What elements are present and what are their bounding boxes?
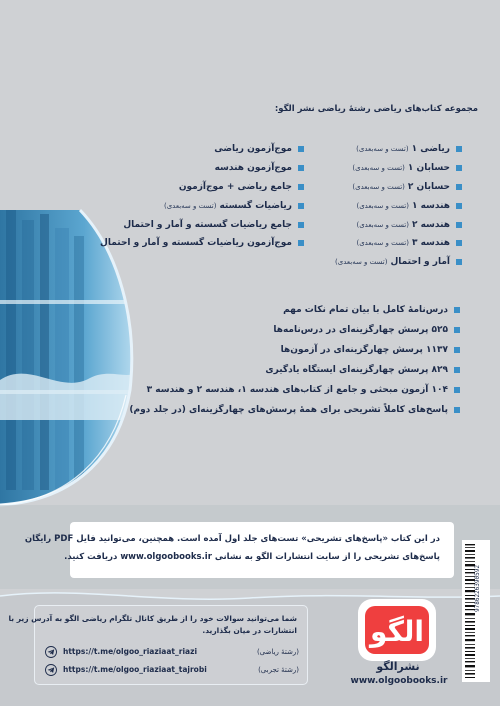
list-item: حسابان ۱ (تست و سه‌بعدی)	[312, 159, 462, 178]
bullet-square-icon	[454, 327, 460, 333]
telegram-plane-icon	[45, 664, 57, 676]
bullet-square-icon	[456, 259, 462, 265]
list-item: هندسه ۱ (تست و سه‌بعدی)	[312, 196, 462, 215]
list-item: جامع ریاضیات گسسته و آمار و احتمال	[104, 215, 304, 234]
intro-heading: مجموعه کتاب‌های ریاضی رشتهٔ ریاضی نشر الگو:	[274, 104, 478, 114]
list-item: ۱۰۴ آزمون مبحثی و جامع از کتاب‌های هندسه ۱، هندسه ۲ و هندسه ۳	[140, 380, 460, 400]
note-line-2: پاسخ‌های تشریحی را از سایت انتشارات الگو به نشانی www.olgoobooks.ir دریافت کنید.	[64, 552, 440, 562]
telegram-link-row[interactable]	[45, 662, 299, 677]
bullet-square-icon	[298, 165, 304, 171]
book-list-left	[100, 140, 304, 253]
telegram-line-2: انتشارات در میان بگذارید.	[202, 626, 297, 635]
bullet-square-icon	[454, 407, 460, 413]
telegram-label-riazi: (رشتهٔ ریاضی)	[256, 647, 299, 656]
bullet-square-icon	[456, 203, 462, 209]
list-item: آمار و احتمال (تست و سه‌بعدی)	[312, 253, 462, 272]
bullet-square-icon	[456, 165, 462, 171]
bullet-square-icon	[456, 146, 462, 152]
list-item: جامع ریاضی + موج‌آزمون	[104, 178, 304, 197]
bullet-square-icon	[298, 203, 304, 209]
bullet-square-icon	[454, 307, 460, 313]
barcode-number: 9786226390592	[474, 565, 481, 612]
bullet-square-icon	[454, 367, 460, 373]
list-item: هندسه ۳ (تست و سه‌بعدی)	[312, 234, 462, 253]
list-item: ۵۲۵ پرسش چهارگزینه‌ای در درس‌نامه‌ها	[140, 320, 460, 340]
telegram-line-1: شما می‌توانید سوالات خود را از طریق کانال تلگرام ریاضی الگو به آدرس زیر با	[8, 614, 297, 623]
list-item: موج‌آزمون ریاضی	[104, 140, 304, 159]
bullet-square-icon	[454, 347, 460, 353]
list-item: ریاضیات گسسته (تست و سه‌بعدی)	[104, 196, 304, 215]
list-item: هندسه ۲ (تست و سه‌بعدی)	[312, 215, 462, 234]
telegram-label-tajrobi: (رشتهٔ تجربی)	[258, 665, 299, 674]
bullet-square-icon	[298, 222, 304, 228]
list-item: پاسخ‌های کاملاً تشریحی برای همهٔ پرسش‌های چهارگزینه‌ای (در جلد دوم)	[140, 400, 460, 420]
brand-website: www.olgoobooks.ir	[350, 676, 448, 686]
bullet-square-icon	[454, 387, 460, 393]
book-list-right	[312, 140, 462, 272]
bullet-square-icon	[456, 222, 462, 228]
list-item: حسابان ۲ (تست و سه‌بعدی)	[312, 178, 462, 197]
brand-name: نشرالگو	[376, 660, 420, 673]
bullet-square-icon	[456, 184, 462, 190]
list-item: موج‌آزمون ریاضیات گسسته و آمار و احتمال	[104, 234, 304, 253]
logo-text: الگو	[370, 615, 424, 648]
telegram-link-tajrobi[interactable]: https://t.me/olgoo_riaziaat_tajrobi	[63, 665, 207, 674]
bullet-square-icon	[298, 146, 304, 152]
bullet-square-icon	[298, 184, 304, 190]
bullet-square-icon	[298, 240, 304, 246]
bullet-square-icon	[456, 240, 462, 246]
telegram-box	[8, 605, 308, 685]
telegram-link-row[interactable]	[45, 644, 299, 659]
list-item: ریاضی ۱ (تست و سه‌بعدی)	[312, 140, 462, 159]
feature-list	[129, 300, 460, 420]
telegram-link-riazi[interactable]: https://t.me/olgoo_riaziaat_riazi	[63, 647, 198, 656]
pdf-note-box	[24, 522, 454, 578]
list-item: ۱۱۳۷ پرسش چهارگزینه‌ای در آزمون‌ها	[140, 340, 460, 360]
note-line-1: در این کتاب «پاسخ‌های تشریحی» تست‌های جلد اول آمده است. همچنین، می‌توانید فایل PDF رایگان	[24, 534, 440, 544]
list-item: ۸۲۹ پرسش چهارگزینه‌ای ایستگاه یادگیری	[140, 360, 460, 380]
list-item: درس‌نامهٔ کامل با بیان تمام نکات مهم	[140, 300, 460, 320]
telegram-plane-icon	[45, 646, 57, 658]
list-item: موج‌آزمون هندسه	[104, 159, 304, 178]
